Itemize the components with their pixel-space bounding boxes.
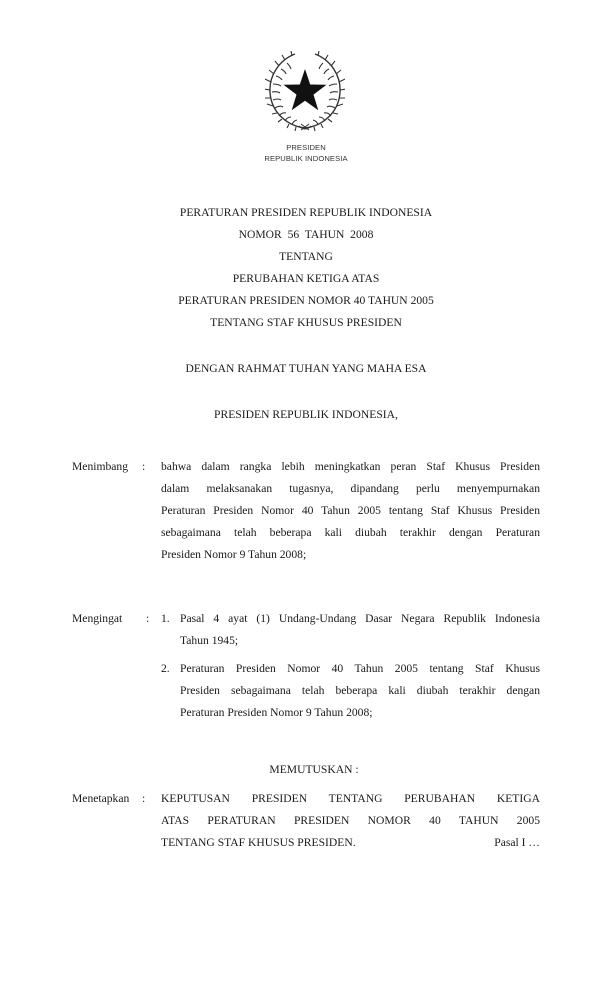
- menimbang-body: [161, 456, 540, 566]
- mengingat-item-2-number: 2.: [161, 662, 170, 675]
- title-line-1: PERATURAN PRESIDEN REPUBLIK INDONESIA: [179, 206, 433, 219]
- mengingat-item-line: Tahun 1945;: [180, 634, 239, 647]
- issuer: PRESIDEN REPUBLIK INDONESIA,: [214, 408, 398, 421]
- mengingat-colon: :: [146, 612, 150, 625]
- menimbang-colon: :: [142, 460, 146, 473]
- invocation: DENGAN RAHMAT TUHAN YANG MAHA ESA: [185, 362, 427, 375]
- mengingat-item-line: Presiden sebagaimana telah beberapa kali diubah terakhir dengan: [180, 684, 540, 697]
- title-line-2: NOMOR 56 TAHUN 2008: [238, 228, 374, 241]
- mengingat-item-line: Pasal 4 ayat (1) Undang-Undang Dasar Negara Republik Indonesia: [180, 612, 540, 625]
- presidential-emblem-icon: [265, 50, 345, 132]
- header-caption-republik: REPUBLIK INDONESIA: [264, 154, 348, 163]
- title-line-6: TENTANG STAF KHUSUS PRESIDEN: [210, 316, 402, 329]
- menimbang-line: Presiden Nomor 9 Tahun 2008;: [161, 548, 307, 561]
- mengingat-label: Mengingat: [72, 612, 123, 625]
- mengingat-item-line: Peraturan Presiden Nomor 9 Tahun 2008;: [180, 706, 373, 719]
- menimbang-line: dalam melaksanakan tugasnya, dipandang perlu menyempurnakan: [161, 482, 540, 495]
- menimbang-line: Peraturan Presiden Nomor 40 Tahun 2005 tentang Staf Khusus Presiden: [161, 504, 540, 517]
- menimbang-line: sebagaimana telah beberapa kali diubah terakhir dengan Peraturan: [161, 526, 540, 539]
- menetapkan-line: TENTANG STAF KHUSUS PRESIDEN.: [161, 836, 356, 849]
- menetapkan-colon: :: [142, 792, 146, 805]
- memutuskan-heading: MEMUTUSKAN :: [269, 763, 359, 776]
- menetapkan-label: Menetapkan: [72, 792, 130, 805]
- title-line-4: PERUBAHAN KETIGA ATAS: [232, 272, 380, 285]
- header-caption-presiden: PRESIDEN: [286, 143, 326, 152]
- menimbang-line: bahwa dalam rangka lebih meningkatkan peran Staf Khusus Presiden: [161, 460, 540, 473]
- mengingat-item-1-number: 1.: [161, 612, 170, 625]
- mengingat-item-2: [180, 658, 540, 724]
- mengingat-item-line: Peraturan Presiden Nomor 40 Tahun 2005 tentang Staf Khusus: [180, 662, 540, 675]
- mengingat-item-1: [180, 608, 540, 652]
- menimbang-label: Menimbang: [72, 460, 129, 473]
- title-line-5: PERATURAN PRESIDEN NOMOR 40 TAHUN 2005: [178, 294, 434, 307]
- page-continuation: Pasal I …: [494, 836, 540, 849]
- menetapkan-line: KEPUTUSAN PRESIDEN TENTANG PERUBAHAN KETIGA: [161, 792, 540, 805]
- title-line-3: TENTANG: [279, 250, 333, 263]
- menetapkan-line: ATAS PERATURAN PRESIDEN NOMOR 40 TAHUN 2005: [161, 814, 540, 827]
- menetapkan-body: [161, 788, 540, 854]
